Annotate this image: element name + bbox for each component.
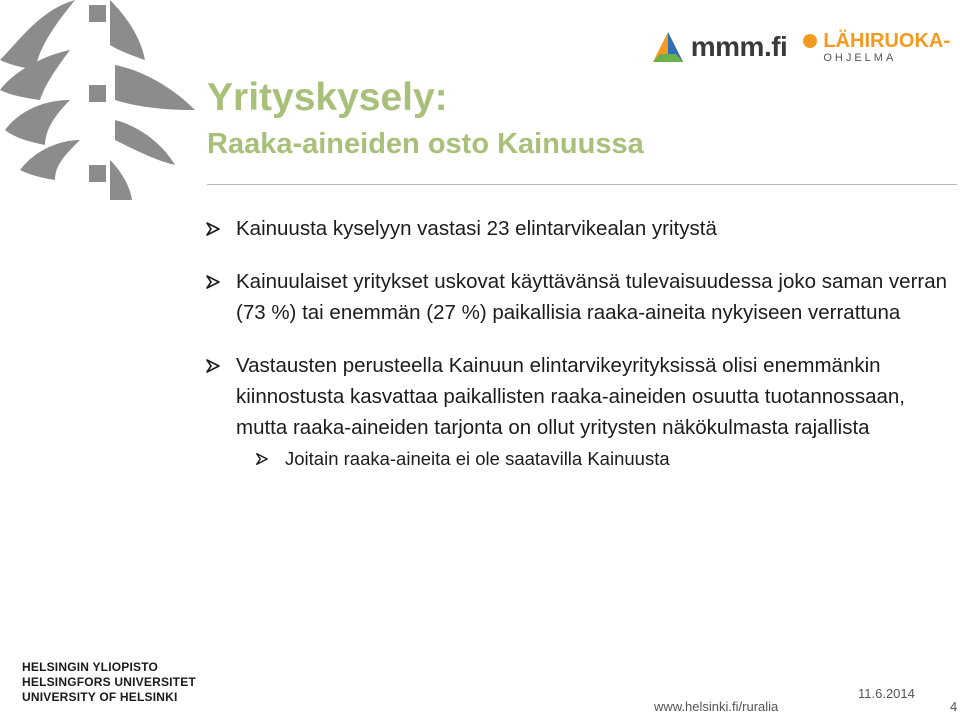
slide-date: 11.6.2014 [858,686,915,701]
lahiruoka-logo [801,31,950,64]
university-name-en: UNIVERSITY OF HELSINKI [22,690,178,704]
university-name-fi: HELSINGIN YLIOPISTO [22,660,159,674]
sub-bullet-item [205,445,950,473]
bullet-list [205,213,950,473]
bullet-text: Vastausten perusteella Kainuun elintarvikeyrityksissä olisi enemmänkin kiinnostusta kasvattaa paikallisten raaka-aineiden osuutta tuotannossaan, mutta raaka-aineiden tarjonta on ollut yritysten näkökulmasta rajallista [236,354,905,439]
bullet-item [205,266,950,328]
sub-bullet-text: Joitain raaka-aineita ei ole saatavilla Kainuusta [285,448,670,469]
mmm-triangle-icon [651,30,685,64]
university-name-sv: HELSINGFORS UNIVERSITET [22,675,196,689]
university-flame-logo [0,0,200,200]
university-name [22,660,196,705]
bullet-item [205,350,950,443]
partner-logos [651,30,950,64]
bullet-item [205,213,950,244]
bullet-text: Kainuulaiset yritykset uskovat käyttävänsä tulevaisuudessa joko saman verran (73 %) tai enemmän (27 %) paikallisia raaka-aineita nykyiseen verrattuna [236,270,948,324]
arrow-bullet-icon [205,221,221,237]
arrow-bullet-icon [205,358,221,374]
slide-title: Yrityskysely: [207,76,448,119]
lahiruoka-name: LÄHIRUOKA- [823,29,950,52]
bullet-text: Kainuusta kyselyyn vastasi 23 elintarvikealan yritystä [236,217,717,240]
title-divider [207,184,957,185]
mmm-text: mmm.fi [690,31,788,62]
arrow-bullet-icon [205,274,221,290]
slide-subtitle: Raaka-aineiden osto Kainuussa [207,128,644,160]
sun-icon [801,32,819,50]
page-number: 4 [950,699,958,714]
arrow-bullet-icon [255,452,269,466]
mmm-logo [651,30,788,64]
lahiruoka-sub: OHJELMA [823,51,897,64]
footer-url: www.helsinki.fi/ruralia [654,699,779,714]
